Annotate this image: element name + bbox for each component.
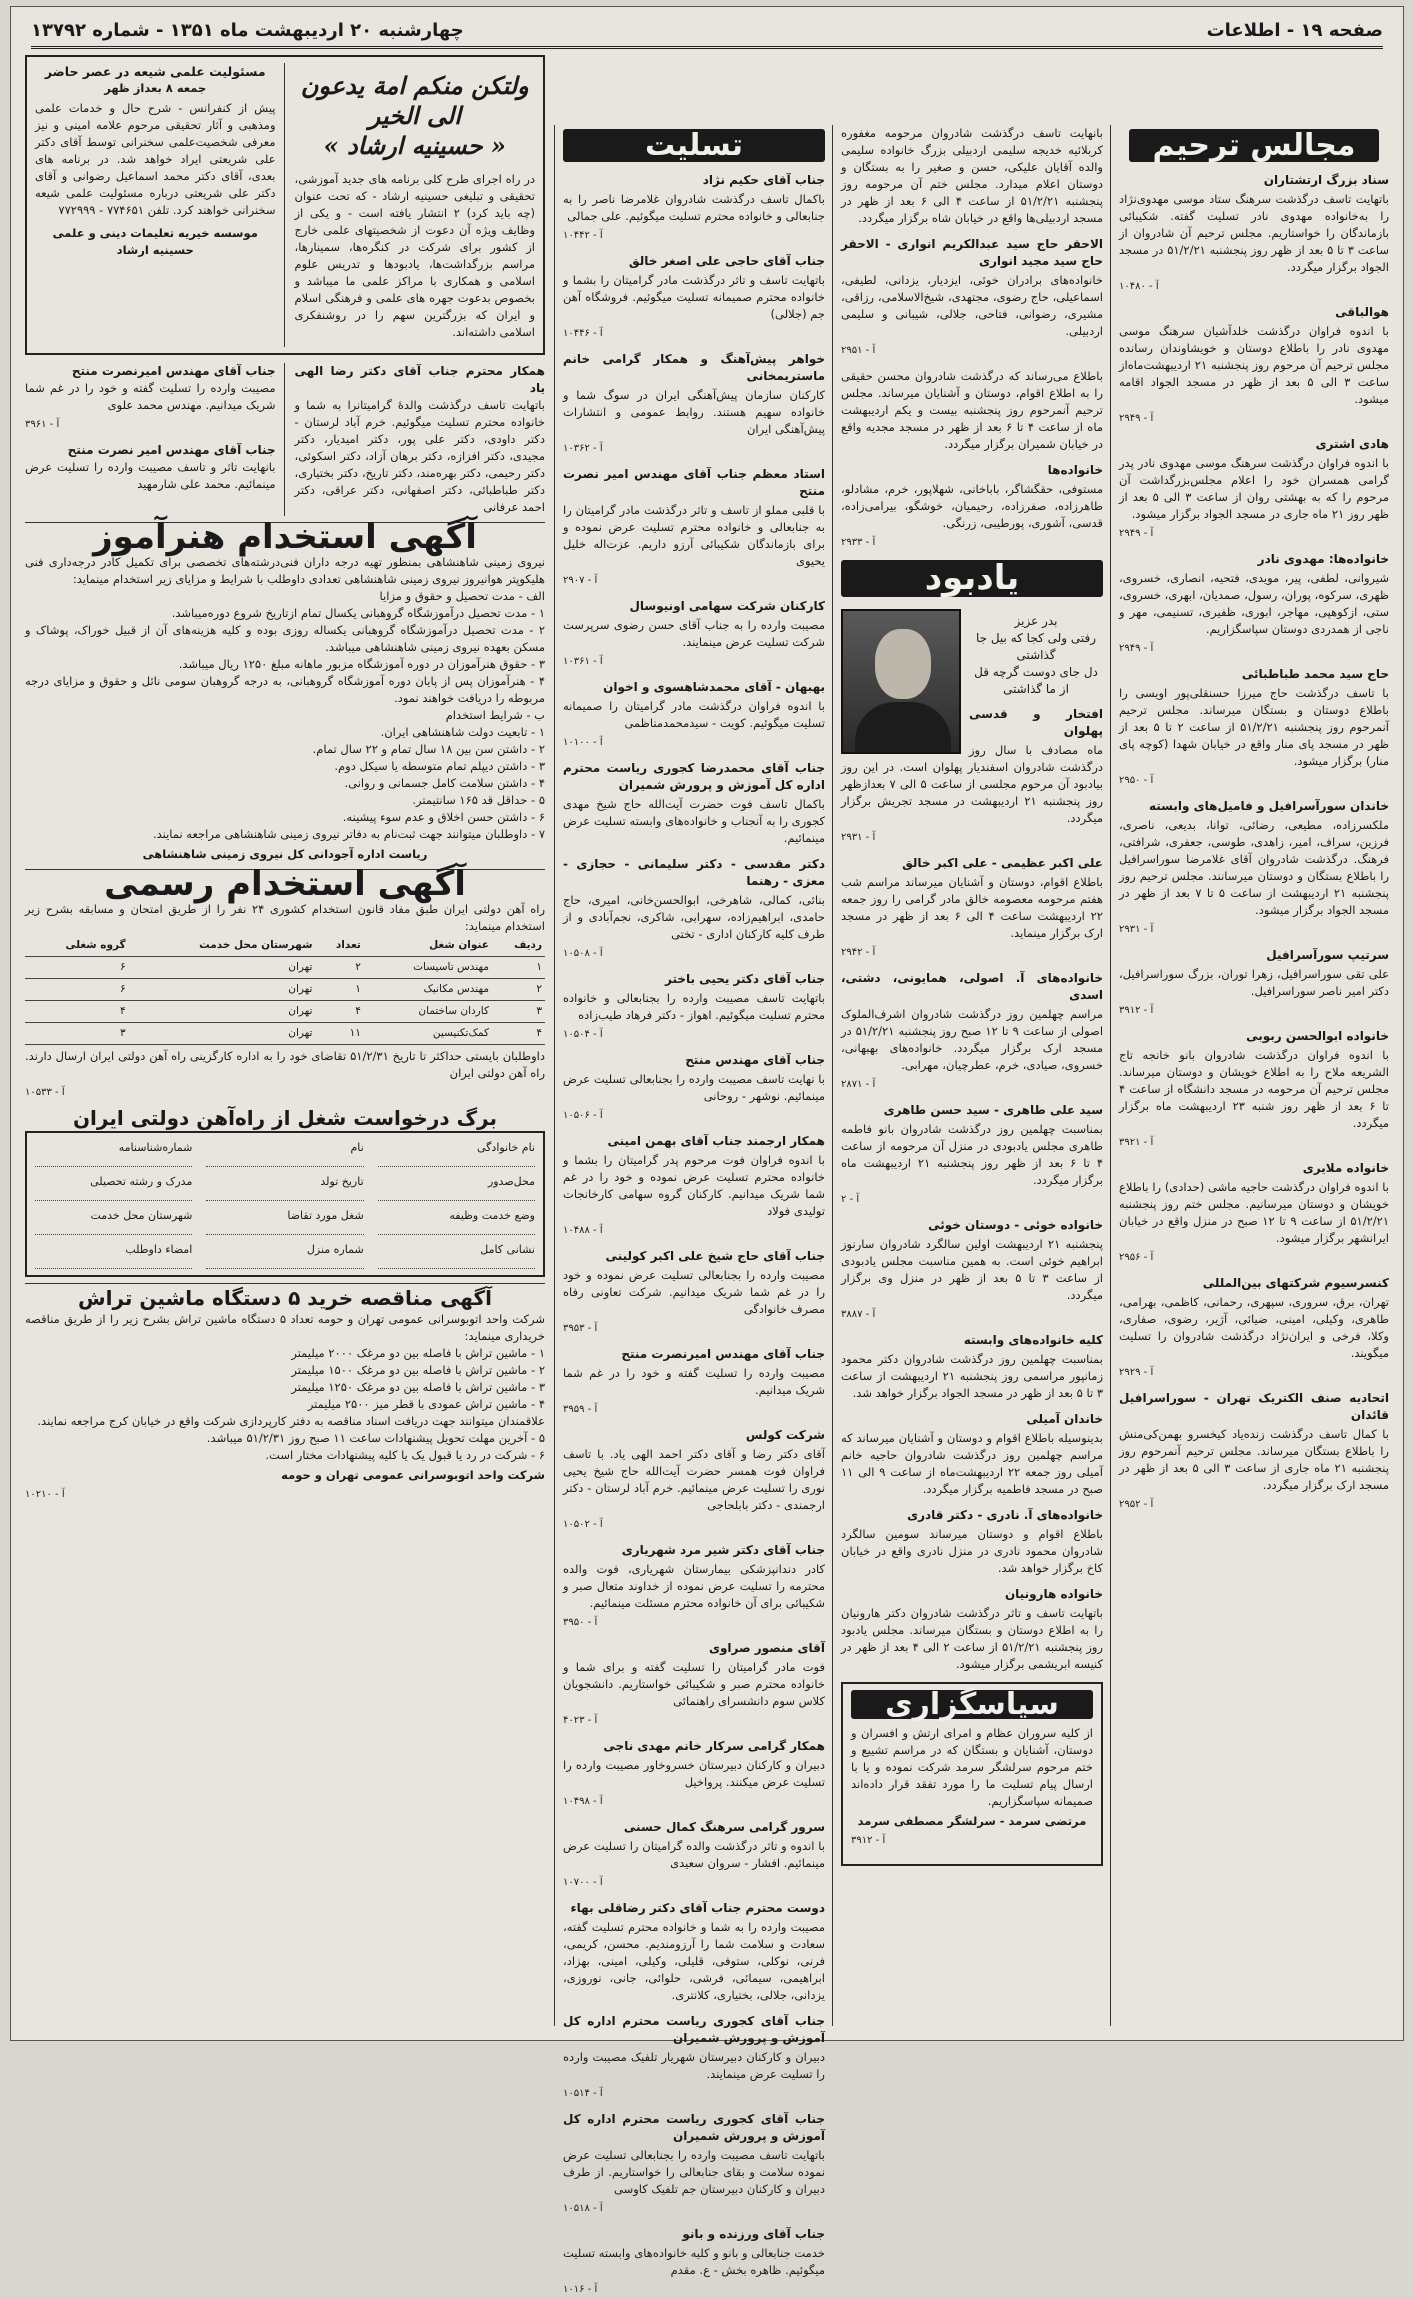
notice-text: باکمال تاسف درگذشت شادروان غلامرضا ناصر را به جنابعالی و خانواده محترم تسلیت میگوئیم. علی جمالی (563, 192, 825, 223)
notice-item (563, 1542, 825, 1631)
notice-text: با قلبی مملو از تاسف و تاثر درگذشت مادر گرامیتان را به جنابعالی و خانواده محترم تسلیت عرض نموده و برای بازماندگان شکیبائی آرزو داریم. عزت‌اله خلیل یحیوی (563, 503, 825, 568)
notice-code: آ - ۱۰۵۰۶ (563, 1110, 603, 1121)
notice-code: آ - ۱۰۳۶۲ (563, 443, 603, 454)
notice-text: بانهایت تاسف درگذشت شادروان مرحومه مغفوره کربلائیه خدیجه سلیمی اردبیلی بزرگ خانواده سلیمی والده آقایان علیکی، حسن و صغیر را به بستگان و دوستان اعلام میدارد. مجلس ختم آن مرحومه روز پنجشنبه ۵۱/۲/۲۱ از ساعت ۴ الی ۶ بعد از ظهر در مسجد اردبیلی‌ها واقع در خیابان شاه برگزار میگردد. (841, 126, 1103, 225)
table-cell: ۲ (492, 979, 545, 1001)
notice-item (841, 1507, 1103, 1577)
notice-heading: سرور گرامی سرهنگ کمال حسنی (623, 1820, 825, 1834)
ershad-lecture-text: پیش از کنفرانس - شرح حال و خدمات علمی ومذهبی و آثار تحقیقی مرحوم علامه امینی و نیز معرفی شخصیت‌علمی سخنرانی توسط آقای دکتر علی شریعتی ایراد خواهد شد. در برنامه های بعدی، آقای دکتر محمد اسماعیل رضوانی و آقای دکتر علی شریعتی درباره مسئولیت علمی شیعه سخنرانی خواهند کرد. تلفن ۷۷۴۶۵۱ - ۷۷۲۹۹۹ (35, 101, 276, 217)
ershad-intro: در راه اجرای طرح کلی برنامه های جدید آموزشی، تحقیقی و تبلیغی حسینیه ارشاد - که تحت عنوان (چه باید کرد) ۲ انتشار یافته است - و یکی از وظایف ویژه آن دعوت از شخصیتهای علمی خارج از کشور برای شرکت در کنگره‌ها، سمینارها، مراسم بزرگداشت‌ها، یادبودها و تدریس علوم اسلامی و همکاری با مراکز علمی ما میباشد و بخصوص بدعوت جهره های علمی و فرهنگی اسلام و ایران که بزرگترین سهم را در روشنفکری اسلامی داشته‌اند. (294, 172, 535, 339)
table-header-cell: عنوان شغل (364, 935, 492, 957)
ershad-main (295, 63, 536, 347)
tender-items (25, 1345, 545, 1464)
notice-code: آ - ۲۹۴۹ (1119, 643, 1154, 654)
notice-heading: خانواده‌ها (1047, 463, 1103, 477)
notice-code: آ - ۲۹۴۲ (841, 947, 876, 958)
table-row (25, 1023, 545, 1045)
notice-code: آ - ۱۰۵۰۸ (563, 948, 603, 959)
notice-heading: کنسرسیوم شرکتهای بین‌المللی (1202, 1276, 1389, 1290)
notice-code: آ - ۳۹۵۰ (563, 1617, 598, 1628)
table-cell: ۳ (25, 1023, 129, 1045)
notice-heading: استاد معظم جناب آقای مهندس امیر نصرت منتح (563, 467, 825, 498)
list-line: الف - مدت تحصیل و حقوق و مزایا (379, 589, 545, 603)
notice-code: آ - ۱۰۴۹۸ (563, 1796, 603, 1807)
ershad-side (35, 63, 285, 347)
art-recruit-title: آگهی استخدام هنرآموز (93, 517, 477, 557)
notice-text: پنجشنبه ۲۱ اردیبهشت اولین سالگرد شادروان سارنوز ابراهیم خوئی است. به همین مناسبت مجلس یادبودی از ساعت ۳ تا ۵ بعد از ظهر در منزل وی برگزار میگردد. (841, 1237, 1103, 1302)
notice-list (841, 125, 1103, 551)
notice-item (563, 856, 825, 962)
table-row (25, 979, 545, 1001)
table-header-cell: تعداد (315, 935, 363, 957)
notice-item (841, 236, 1103, 359)
list-line: ۶ - داشتن حسن اخلاق و عدم سوء پیشینه. (342, 810, 545, 824)
notice-heading: خاندان آمیلی (1026, 1412, 1103, 1426)
notice-code: آ - ۲۹۰۷ (563, 575, 598, 586)
issue-date: چهارشنبه ۲۰ اردیبهشت ماه ۱۳۵۱ - شماره ۱۳۷۹۲ (31, 20, 464, 41)
notice-code: آ - ۱۰۵۰۴ (563, 1029, 603, 1040)
thanks-box (841, 1682, 1103, 1866)
notice-heading: اتحادیه صنف الکتریک تهران - سوراسرافیل قائدان (1119, 1391, 1389, 1422)
notice-text: فوت مادر گرامیتان را تسلیت گفته و برای شما و خانواده محترم صبر و شکیبائی خواستاریم. دانشجویان کلاس سوم دانشسرای راهنمائی (563, 1660, 825, 1708)
notice-heading: همکار ارجمند جناب آقای بهمن امینی (607, 1134, 825, 1148)
notice-heading: هوالباقی (1335, 305, 1389, 319)
table-cell: مهندس مکانیک (364, 979, 492, 1001)
notice-code: آ - ۱۰۵۰۲ (563, 1519, 603, 1530)
list-line: ۵ - حداقل قد ۱۶۵ سانتیمتر. (412, 793, 545, 807)
notice-heading: خواهر پیش‌آهنگ و همکار گرامی خانم ماستریمخانی (563, 352, 825, 383)
notice-code: آ - ۲۹۵۶ (1119, 1252, 1154, 1263)
notice-list (1119, 172, 1389, 1513)
notice-text: باکمال تاسف فوت حضرت آیت‌الله حاج شیخ مهدی کجوری را به آنجناب و خانواده‌های وابسته تسلیت عرض مینمائیم. (563, 797, 825, 845)
notice-text: کادر دندانپزشکی بیمارستان شهریاری، فوت والده محترمه را تسلیت عرض نموده از خداوند متعال صبر و شکیبائی برای آن خانواده محترم مسئلت مینمائیم. (563, 1562, 825, 1610)
notice-code: آ - ۲۹۴۹ (1119, 413, 1154, 424)
notice-code: آ - ۲۹۴۹ (1119, 528, 1154, 539)
notice-code: آ - ۱۰۴۸۰ (1119, 281, 1159, 292)
notice-text: با نهایت تاسف مصیبت وارده را بجنابعالی تسلیت عرض مینمائیم. نوشهر - روحانی (563, 1072, 825, 1103)
notice-code: آ - ۱۰۷۰۰ (563, 1877, 603, 1888)
column-obituaries (1119, 77, 1389, 2028)
tender-intro: شرکت واحد اتوبوسرانی عمومی تهران و حومه تعداد ۵ دستگاه ماشین تراش بشرح زیر را از طریق مناقصه خریداری مینماید: (25, 1312, 545, 1343)
portrait-photo (841, 609, 961, 754)
table-cell: ۶ (25, 979, 129, 1001)
notice-text: بمناسبت چهلمین روز درگذشت شادروان دکتر محمود زمانپور مراسمی روز پنجشنبه ۲۱ اردیبهشت از ساعت ۳ تا ۵ بعد از ظهر در مسجد الجواد برگزار خواهد شد. (841, 1352, 1103, 1400)
table-cell: ۴ (315, 1001, 363, 1023)
notice-code: آ - ۴۰۲۳ (563, 1715, 598, 1726)
notice-text: با اندوه و تاثر درگذشت والده گرامیتان را تسلیت عرض مینمائیم. افشار - سروان سعیدی (563, 1839, 825, 1870)
notice-code: آ - ۲۹۲۹ (1119, 1367, 1154, 1378)
notice-code: آ - ۳۹۱۲ (851, 1835, 886, 1846)
ershad-footer: موسسه خیریه تعلیمات دینی و علمی حسینیه ارشاد (52, 226, 258, 257)
notice-text: باتهایت تاسف و تاثر درگذشت مادر گرامیتان را بشما و خانواده محترم صمیمانه تسلیت میگوئیم. فروشگاه آهن جم (جلالی) (563, 273, 825, 321)
notice-heading: شرکت کولس (745, 1428, 825, 1442)
notice-heading: حاج سید محمد طباطبائی (1241, 667, 1389, 681)
notice-item (1119, 947, 1389, 1019)
notice-text: آقای دکتر رضا و آقای دکتر احمد الهی یاد. با تاسف فراوان فوت همسر حضرت آیت‌الله حاج شیخ یحیی نوری را تسلیت عرض مینمائیم. خرم آباد لرستان - دکتر ارجمندی - دکتر بابلحاجی (563, 1447, 825, 1512)
form-field[interactable]: نام (206, 1139, 363, 1167)
notice-item (841, 462, 1103, 551)
notice-code: آ - ۱۰۵۱۴ (563, 2088, 603, 2099)
column-divider (832, 125, 833, 2026)
notice-heading: هادی اشتری (1315, 437, 1389, 451)
notice-text: با اندوه فراوان درگذشت خلدآشیان سرهنگ موسی مهدوی نادر را باطلاع دوستان و خویشاوندان رسانده مجلس ترحیم آن مرحوم روز پنجشنبه ۲۱ اردیبهشت‌ماه‌از ساعت ۳ الی ۵ بعد از ظهر در مسجد الجواد اقامه میشود. (1119, 324, 1389, 406)
notice-item (1119, 172, 1389, 295)
column-ads (25, 55, 545, 2028)
tender-title: آگهی مناقصه خرید ۵ دستگاه ماشین تراش (78, 1286, 492, 1310)
table-cell: ۳ (492, 1001, 545, 1023)
list-line: ۳ - داشتن دیپلم تمام متوسطه یا سیکل دوم. (334, 759, 545, 773)
notice-text: خدمت جنابعالی و بانو و کلیه خانواده‌های وابسته تسلیت میگوئیم. ظاهره بخش - ع. مقدم (563, 2246, 825, 2277)
notice-item (1119, 304, 1389, 427)
notice-heading: الاحقر حاج سید عبدالکریم انواری - الاحقر حاج سید مجید انواری (841, 237, 1103, 268)
notice-code: آ - ۲۸۷۱ (841, 1079, 876, 1090)
notice-text: مصیبت وارده را به شما و خانواده محترم تسلیت گفته، سعادت و سلامت شما را آرزومندیم. محسن، کریمی، فرنی، نوکلی، ستوفی، قلیلی، وکیلی، امینی، بهزاد، ابراهیمی، سیمائی، فرشی، حلوائی، جانی، نوروزی، یزدانی، جلالی، بختیاری، کلانتری. (563, 1920, 825, 2002)
rail-jobs-table (25, 935, 545, 1045)
column-condolences (563, 77, 825, 2295)
notice-heading: دوست محترم جناب آقای دکتر رضاقلی بهاء (570, 1901, 825, 1915)
notice-text: مصیبت وارده را تسلیت گفته و خود را در غم شما شریک میدانیم. (563, 1366, 825, 1397)
notice-text: باتهایت تاسف مصیبت وارده را بجنابعالی تسلیت عرض نموده سلامت و بقای جنابعالی را خواستاریم. از طرف دبیران و کارکنان دبیرستان جم تلفیک کاوسی (563, 2148, 825, 2196)
notice-code: آ - ۲۹۵۲ (1119, 1499, 1154, 1510)
notice-text: باتهایت تاسف مصیبت وارده را بجنابعالی و خانواده محترم تسلیت میگوئیم. اهواز - دکتر فرهاد طیب‌زاده (563, 991, 825, 1022)
rail-note: داوطلبان بایستی حداکثر تا تاریخ ۵۱/۲/۳۱ تقاضای خود را به اداره کارگزینی راه آهن دولتی ایران ارسال دارند. راه آهن دولتی ایران (25, 1049, 545, 1080)
notice-text: مصیبت وارده را بجنابعالی تسلیت عرض نموده و خود را در غم شما شریک میدانیم. شرکت تعاونی رفاه مصرف خانوادگی (563, 1268, 825, 1316)
notice-text: خانواده‌های برادران خوئی، ایزدیار، یزدانی، لطیفی، اسماعیلی، حاج رضوی، مجتهدی، شیخ‌الاسلامی، رزاقی، مشیری، رضوانی، فتاحی، جلالی، شیبانی و سلیمی اردبیلی. (841, 273, 1103, 338)
column-divider (554, 125, 555, 2026)
notice-item (841, 368, 1103, 453)
notice-code: آ - ۱۰۲۱۰ (25, 1489, 65, 1500)
notice-heading: علی اکبر عظیمی - علی اکبر خالق (902, 856, 1103, 870)
notice-code: آ - ۱۰۴۸۸ (563, 1225, 603, 1236)
notice-item (563, 351, 825, 457)
engineer-notices (25, 363, 285, 516)
form-field[interactable]: نشانی کامل (378, 1241, 535, 1269)
notice-heading: خانواده ملایری (1302, 1161, 1389, 1175)
ershad-calligraphy: ولتکن منکم امة یدعون الی الخیر « حسینیه ارشاد » (300, 71, 529, 160)
notice-text: علی تقی سوراسرافیل، زهرا توران، بزرگ سوراسرافیل، دکتر امیر ناصر سوراسرافیل. (1119, 967, 1389, 998)
table-header-cell: ردیف (492, 935, 545, 957)
list-line: ۱ - مدت تحصیل درآموزشگاه گروهبانی یکسال تمام ازتاریخ شروع دوره‌میباشد. (171, 606, 545, 620)
notice-item (563, 971, 825, 1043)
form-field[interactable]: تاریخ تولد (206, 1173, 363, 1201)
table-cell: کمک‌تکنیسین (364, 1023, 492, 1045)
table-cell: ۱ (492, 957, 545, 979)
notice-heading: سرتیپ سورآسرافیل (1266, 948, 1389, 962)
notice-text: باتهایت تاسف درگذشت والدۀ گرامیتانرا به شما و خانواده محترم تسلیت میگوئیم. خرم آباد لرستان - دکتر داودی، دکتر علی پور، دکتر امیدیار، دکتر مجیدی، دکتر افزازه، دکتر برهان آزاد، دکتر اسکوئی، دکتر رحیمی، دکتر بهره‌مند، دکتر تاریخ، دکتر بختیاری، دکتر طباطبائی، دکتر اصفهانی، دکتر عراقی، دکتر احمد عرفانی (294, 398, 545, 514)
notice-item (841, 1102, 1103, 1208)
section-title-memorial: یادبود (841, 560, 1103, 597)
table-row (25, 1001, 545, 1023)
notice-heading: خانواده هارونیان (1004, 1587, 1103, 1601)
notice-heading: بهبهان - آقای محمدشاهسوی و اخوان (603, 680, 825, 694)
notice-item (841, 1411, 1103, 1498)
notice-code: آ - ۳۹۵۹ (563, 1404, 598, 1415)
notice-item (563, 1900, 825, 2004)
thanks-signature: مرتضی سرمد - سرلشگر مصطفی سرمد (857, 1814, 1087, 1828)
notice-text: شیروانی، لطفی، پیر، مویدی، فتحیه، انصاری، خسروی، ظهری، سرکوه، پوران، رسول، صمدیان، ابهری، خسروی، ستی، ازکوهپی، مهاجر، ابوری، ظفیری، تسنیمی، مهر و ناجی از همدردی دوستان سپاسگزاریم. (1119, 571, 1389, 636)
notice-code: آ - ۳۸۸۷ (841, 1309, 876, 1320)
thanks-text: از کلیه سروران عظام و امرای ارتش و افسران و دوستان، آشنایان و بستگان که در مراسم تشییع و ختم مرحوم سرلشگر سرمد شرکت نموده و یا با ارسال پیام تسلیت ما را مورد تفقد قرار داده‌اند صمیمانه سپاسگزاریم. (851, 1726, 1093, 1808)
notice-code: آ - ۱۰۴۴۲ (563, 230, 603, 241)
ershad-lecture-title: مسئولیت علمی شیعه در عصر حاضر (44, 64, 266, 79)
notice-heading: خاندان سورآسرافیل و فامیل‌های وابسته (1149, 799, 1389, 813)
notice-item (563, 2226, 825, 2298)
notice-text: با اندوه فراوان درگذشت سرهنگ موسی مهدوی نادر پدر گرامی همسران خود را اعلام مجلس‌بزرگداشت آن مرحوم را که به بهشتی روان از ساعت ۳ الی ۵ بعد از ظهر روز ۲۱ ماه جاری در مسجد الجواد برگزار میشود. (1119, 456, 1389, 521)
notice-item (563, 253, 825, 342)
notice-heading: جناب آقای مهندس امیرنصرت منتح (71, 364, 276, 378)
notice-heading: خانواده‌های آ. اصولی، همایونی، دشتی، اسدی (841, 971, 1103, 1002)
colleague-notice (295, 363, 546, 516)
notice-text: باتهایت تاسف درگذشت سرهنگ ستاد موسی مهدوی‌نژاد را به‌خانواده مهدوی نادر تسلیت گفته. شکیبائی بازماندگان را خواستاریم. مجلس ترحیم آن شادروان از ساعت ۳ تا ۵ بعد از ظهر روز پنجشنبه ۵۱/۲/۲۱ در مسجد الجواد برگزار میگردد. (1119, 192, 1389, 274)
notice-heading: دکتر مقدسی - دکتر سلیمانی - حجازی - معزی - رهنما (563, 857, 825, 888)
table-cell: مهندس تاسیسات (364, 957, 492, 979)
notice-text: مصیبت وارده را به جناب آقای حسن رضوی سرپرست شرکت تسلیت عرض مینمایند. (563, 618, 825, 649)
notice-code: آ - ۳۹۵۳ (563, 1323, 598, 1334)
condolence-row (25, 363, 545, 516)
list-line: ۴ - داشتن سلامت کامل جسمانی و روانی. (344, 776, 545, 790)
notice-code: آ - ۲۹۵۰ (1119, 775, 1154, 786)
notice-item (841, 1217, 1103, 1323)
notice-code: آ - ۱۰۴۴۶ (563, 328, 603, 339)
notice-text: بمناسبت چهلمین روز درگذشت شادروان بانو فاطمه طاهری مجلس یادبودی در منزل آن مرحومه از ساعت ۴ تا ۶ بعد از ظهر روز پنجشنبه ۲۱ اردیبهشت ماه برگزار میگردد. (841, 1122, 1103, 1187)
table-cell: تهران (129, 979, 316, 1001)
memorial-block (841, 605, 1103, 698)
form-field[interactable]: محل‌صدور (378, 1173, 535, 1201)
notice-item (563, 1133, 825, 1239)
art-recruit-intro: نیروی زمینی شاهنشاهی بمنظور تهیه درجه داران فنی‌درشته‌های تخصصی برای تکمیل کادر درجه‌داری فنی هلیکوپتر هوانیروز نیروی زمینی شاهنشاهی تعدادی داوطلب با شرایط و مزایای زیر استخدام مینماید: (25, 555, 545, 586)
notice-item (1119, 436, 1389, 542)
form-field[interactable]: شغل مورد تقاضا (206, 1207, 363, 1235)
table-cell: تهران (129, 1001, 316, 1023)
notice-heading: جناب آقای محمدرضا کجوری ریاست محترم اداره کل آموزش و پرورش شمیران (563, 761, 825, 792)
table-header-cell: شهرستان محل خدمت (129, 935, 316, 957)
tender-footer: شرکت واحد اتوبوسرانی عمومی تهران و حومه (281, 1468, 545, 1482)
notice-text: ملکسرزاده، مطیعی، رضائی، توانا، بدیعی، ناصری، فرزین، سراف، امیر، زاهدی، طوسی، جعفری، شرافتی، فرهنگ. درگذشت شادروان آقای غلامرضا سوراسرافیل را باطلاع بستگان و دوستان میرسانند. مجلس ترحیم روز پنجشنبه ۲۱ اردیبهشت از ساعت ۵ تا ۷ بعد از ظهر در مسجد الجواد برگزار میشود. (1119, 818, 1389, 917)
notice-item (563, 1640, 825, 1729)
notice-item (563, 1427, 825, 1533)
list-line: ۴ - هنرآموزان پس از پایان دوره آموزشگاه گروهبانی، به درجه گروهبان سومی نائل و حقوق و مزایای درجه مربوطه را دریافت خواهند نمود. (25, 674, 545, 705)
notice-text: مصیبت وارده را تسلیت گفته و خود را در غم شما شریک میدانیم. مهندس محمد علوی (25, 381, 276, 412)
table-row (25, 957, 545, 979)
art-recruit-footer: ریاست اداره آجودانی کل نیروی زمینی شاهنشاهی (142, 847, 428, 861)
form-field[interactable]: نام خانوادگی (378, 1139, 535, 1167)
list-line: ۳ - حقوق هنرآموزان در دوره آموزشگاه مزبور ماهانه مبلغ ۱۲۵۰ ریال میباشد. (178, 657, 545, 671)
notice-list (563, 172, 825, 2298)
list-line: ۲ - داشتن سن بین ۱۸ سال تمام و ۲۲ سال تمام. (312, 742, 545, 756)
notice-heading: جناب آقای مهندس منتح (685, 1053, 825, 1067)
notice-item (563, 1819, 825, 1891)
notice-item (1119, 551, 1389, 657)
table-cell: تهران (129, 1023, 316, 1045)
notice-heading: جناب آقای مهندس امیر نصرت منتح (67, 443, 276, 457)
notice-item (563, 1738, 825, 1810)
notice-text: با کمال تاسف درگذشت زنده‌یاد کیخسرو بهمن‌کی‌منش را باطلاع بستگان میرساند. مجلس ترحیم آنمرحوم روز پنجشنبه ۲۱ ماه جاری از ساعت ۳ الی ۵ بعد از ظهر در مسجد ارک برگزار میگردد. (1119, 1427, 1389, 1492)
notice-heading: جناب آقای حاج شیخ علی اکبر کولینی (605, 1249, 825, 1263)
notice-heading: آقای منصور صراوی (708, 1641, 825, 1655)
notice-heading: جناب آقای کجوری ریاست محترم اداره کل آموزش و پرورش شمیران (563, 2014, 825, 2045)
notice-text: باتهایت تاسف و تاثر درگذشت شادروان دکتر هارونیان را به اطلاع دوستان و بستگان میرساند. مجلس یادبود روز پنجشنبه ۵۱/۲/۲۱ از ساعت ۲ الی ۴ بعد از ظهر در کنیسه ابریشمی برگزار میشود. (841, 1606, 1103, 1671)
notice-item (563, 1248, 825, 1337)
notice-item (1119, 666, 1389, 789)
form-field[interactable]: وضع خدمت وظیفه (378, 1207, 535, 1235)
notice-item (841, 1332, 1103, 1402)
notice-item (563, 760, 825, 847)
notice-text: با اندوه فراوان درگذشت حاجیه ماشی (حدادی) را باطلاع خویشان و دوستان میرسانیم. مجلس ختم روز پنجشنبه ۵۱/۲/۲۱ از ساعت ۹ تا ۱۲ صبح در منزل واقع در خیابان ایرانشهر برگزار میشود. (1119, 1180, 1390, 1245)
list-line: ۲ - مدت تحصیل درآموزشگاه گروهبانی یکساله روزی بوده و کلیه هزینه‌های آن از قبیل خوراک، پوشاک و مسکن بعهده نیروی زمینی شاهنشاهی میباشد. (25, 623, 545, 654)
notice-heading: سناد بزرگ ارتشتاران (1263, 173, 1389, 187)
notice-item (563, 172, 825, 244)
section-title-mourning: مجالس ترحیم (1129, 129, 1379, 162)
notice-heading: خانواده ابوالحسن ربوبی (1246, 1029, 1389, 1043)
notice-code: آ - ۱۰۵۳۳ (25, 1087, 65, 1098)
list-line: علاقمندان میتوانند جهت دریافت اسناد مناقصه به دفتر کارپردازی شرکت واقع در خیابان کرج مراجعه نمایند. (37, 1414, 545, 1428)
notice-text: مستوفی، حقگشاگر، باباخانی، شهلاپور، خرم، مشادلو، طاهرزاده، صفرزاده، رحیمیان، خوشگو، بیرامی‌زاده، قدسی، آشوری، پورطیبی، زرنگی. (841, 482, 1103, 530)
list-line: ۳ - ماشین تراش با فاصله بین دو مرغک ۱۲۵۰ میلیمتر (291, 1380, 545, 1394)
notice-item (841, 970, 1103, 1093)
notice-heading: کارکنان شرکت سهامی اونیوسال (629, 599, 825, 613)
notice-heading: جناب آقای مهندس امیرنصرت منتح (621, 1347, 825, 1361)
notice-item (841, 1586, 1103, 1673)
page-header (31, 15, 1383, 49)
rail-recruit-title: آگهی استخدام رسمی (104, 864, 466, 904)
list-line: ب - شرایط استخدام (445, 708, 545, 722)
rail-recruit-intro: راه آهن دولتی ایران طبق مفاد قانون استخدام کشوری ۲۴ نفر را از طریق امتحان و مسابقه بشرح زیر استخدام مینماید: (25, 902, 545, 933)
notice-text: با اندوه فراوان درگذشت شادروان بانو خانجه تاج الشریعه ملاح را به اطلاع خویشان و دوستان میرساند. مجلس ترحیم آن مرحومه در مسجد دانشگاه از ساعت ۴ تا ۶ بعد از ظهر روز شنبه ۲۳ اردیبهشت ماه برگزار میگردد. (1119, 1048, 1389, 1130)
notice-item (563, 2013, 825, 2102)
form-field[interactable]: شماره منزل (206, 1241, 363, 1269)
notice-text: ماه مصادف با سال روز درگذشت شادروان اسفندیار پهلوان است. در این روز بیادبود آن مرحوم مجلسی از ساعت ۵ الی ۷ بعدازظهر روز پنجشنبه ۲۱ اردیبهشت در مسجد تجریش برگزار میگردد. (841, 743, 1103, 825)
page-number: صفحه ۱۹ - اطلاعات (1206, 20, 1383, 41)
notice-item (563, 1052, 825, 1124)
form-field[interactable]: امضاء داوطلب (35, 1241, 192, 1269)
list-line: ۲ - ماشین تراش با فاصله بین دو مرغک ۱۵۰۰ میلیمتر (291, 1363, 545, 1377)
notice-code: آ - ۳۹۱۲ (1119, 1005, 1154, 1016)
rail-application-form (25, 1131, 545, 1277)
notice-code: آ - ۲۹۵۱ (841, 345, 876, 356)
notice-code: آ - ۲۹۳۱ (1119, 924, 1154, 935)
notice-text: باطلاع می‌رساند که درگذشت شادروان محسن حقیقی را به اطلاع اقوام، دوستان و آشنایان میرساند. مجلس ترحیم آنمرحوم روز پنجشنبه بیست و یکم اردیبهشت ماه از ساعت ۴ تا ۶ بعد از ظهر در مسجد مجدیه واقع در خیابان شمیران برگزار میگردد. (841, 369, 1103, 451)
column-memorials (841, 125, 1103, 2028)
newspaper-page (10, 6, 1404, 2295)
table-cell: ۴ (25, 1001, 129, 1023)
notice-code: آ - ۳۹۶۱ (25, 419, 60, 430)
notice-text: با اندوه فراوان فوت مرحوم پدر گرامیتان را بشما و خانواده محترم تسلیت عرض نموده و خود را در غم شما شریک میدانیم. کارکنان گروه سهامی کارخانجات تولیدی فولاد (563, 1153, 825, 1218)
notice-text: دبیران و کارکنان دبیرستان شهریار تلفیک مصیبت وارده را تسلیت عرض مینمایند. (563, 2050, 825, 2081)
list-line: ۵ - آخرین مهلت تحویل پیشنهادات ساعت ۱۱ صبح روز ۵۱/۲/۳۱ میباشد. (206, 1431, 545, 1445)
notice-heading: جناب آقای کجوری ریاست محترم اداره کل آموزش و پرورش شمیران (563, 2112, 825, 2143)
notice-text: باطلاع اقوام و دوستان میرساند سومین سالگرد شادروان محمود نادری در منزل نادری واقع در خیابان کاخ برگزار خواهد شد. (841, 1527, 1103, 1575)
notice-text: بانهایت تاثر و تاسف مصیبت وارده را تسلیت عرض مینمائیم. محمد علی شارمهید (25, 460, 276, 491)
table-header-cell: گروه شغلی (25, 935, 129, 957)
notice-code: آ - ۲۹۳۱ (841, 832, 876, 843)
notice-text: با تاسف درگذشت حاج میرزا حسنقلی‌پور اویسی را باطلاع دوستان و بستگان میرساند. مجلس ترحیم آنمرحوم روز پنجشنبه ۵۱/۲/۲۱ از ساعت ۲ تا ۵ بعد از ظهر در مسجد پای منار واقع در خیابان شهدا (کوچه پای منار) برگزار میشود. (1119, 686, 1389, 768)
notice-heading: جناب آقای دکتر شیر مرد شهریاری (621, 1543, 825, 1557)
notice-heading: همکار گرامی سرکار خانم مهدی ناجی (603, 1739, 825, 1753)
table-cell: ۴ (492, 1023, 545, 1045)
list-line: ۱ - تابعیت دولت شاهنشاهی ایران. (380, 725, 545, 739)
notice-item (563, 598, 825, 670)
table-cell: ۱ (315, 979, 363, 1001)
notice-heading: جناب آقای حاجی علی اصغر خالق (628, 254, 825, 268)
form-field[interactable]: شهرستان محل خدمت (35, 1207, 192, 1235)
column-divider (1110, 125, 1111, 2026)
form-field[interactable]: شماره‌شناسنامه (35, 1139, 192, 1167)
section-title-thanks: سپاسگزاری (851, 1690, 1093, 1719)
notice-text: بدینوسیله باطلاع اقوام و دوستان و آشنایان میرساند که مراسم چهلمین روز درگذشت شادروان حاجیه خانم آمیلی روز جمعه ۲۲ اردیبهشت‌ماه از ساعت ۹ الی ۱۱ صبح در مسجد فاطمیه برگزار میگردد. (841, 1431, 1103, 1496)
notice-text: کارکنان سازمان پیش‌آهنگی ایران در سوگ شما و خانواده سهیم هستند. روابط عمومی و انتشارات پیش‌آهنگی ایران (563, 388, 825, 436)
notice-text: بنائی، کمالی، شاهرخی، ابوالحسن‌خانی، امیری، حاج حامدی، ابراهیم‌زاده، سهرابی، شاکری، نجم‌آبادی و از طرف کلیه کارکنان اداری - تختی (563, 893, 825, 941)
notice-heading: خانواده‌های آ. نادری - دکتر قادری (907, 1508, 1103, 1522)
ershad-ad (25, 55, 545, 355)
notice-item (1119, 1275, 1389, 1381)
notice-heading: سید علی طاهری - سید حسن طاهری (883, 1103, 1103, 1117)
notice-item (563, 2111, 825, 2217)
memorial-poem: بدر عزیز رفتی ولی کجا که بیل جا گذاشتی دل جای دوست گرچه قل از ما گذاشتی (974, 614, 1098, 696)
notice-heading: کلیه خانواده‌های وابسته (963, 1333, 1103, 1347)
list-line: ۴ - ماشین تراش عمودی با قطر میز ۲۵۰۰ میلیمتر (307, 1397, 545, 1411)
list-line: ۶ - شرکت در رد یا قبول یک یا کلیه پیشنهادات مختار است. (265, 1448, 545, 1462)
notice-code: آ - ۱۰۱۶ (563, 2284, 598, 2295)
table-cell: ۱۱ (315, 1023, 363, 1045)
notice-heading: جناب آقای دکتر یحیی باختر (664, 972, 825, 986)
list-line: ۱ - ماشین تراش با فاصله بین دو مرغک ۲۰۰۰ میلیمتر (291, 1346, 545, 1360)
notice-code: آ - ۲۹۳۳ (841, 537, 876, 548)
notice-code: آ - ۲ (841, 1194, 860, 1205)
notice-item (563, 679, 825, 751)
notice-item (1119, 1028, 1389, 1151)
notice-text: مراسم چهلمین روز درگذشت شادروان اشرف‌الملوک اصولی از ساعت ۹ تا ۱۲ صبح روز پنجشنبه ۵۱/۲/۲۱ در مسجد ارک برگزار میگردد. خانواده‌های بهبهانی، خسروی، صیادی، خرم، عطرچیان، مهرابی. (841, 1007, 1104, 1072)
notice-list (841, 706, 1103, 1673)
notice-item (1119, 1390, 1389, 1513)
notice-item (563, 466, 825, 589)
notice-heading: همکار محترم جناب آقای دکتر رضا الهی یاد (294, 364, 545, 395)
notice-heading: جناب آقای ورزنده و بانو (682, 2227, 825, 2241)
list-line: ۷ - داوطلبان میتوانند جهت ثبت‌نام به دفاتر نیروی زمینی شاهنشاهی مراجعه نمایند. (152, 827, 545, 841)
table-cell: تهران (129, 957, 316, 979)
section-title-condolence: تسلیت (563, 129, 825, 162)
notice-code: آ - ۱۰۱۰۰ (563, 737, 603, 748)
notice-text: با اندوه فراوان درگذشت مادر گرامیتان را صمیمانه تسلیت میگوئیم. کویت - سیدمحمدمناظمی (563, 699, 825, 730)
notice-code: آ - ۳۹۲۱ (1119, 1137, 1154, 1148)
notice-text: تهران، برق، سروری، سپهری، رحمانی، کاظمی، بهرامی، طاهری، وکیلی، امینی، ضیائی، آژیر، رضوی، صفاری، وکلا، فرخی و ایران‌نژاد درگذشت شادروان را تسلیت میگویند. (1119, 1295, 1389, 1360)
rail-form-title: برگ درخواست شغل از راه‌آهن دولتی ایران (72, 1106, 498, 1130)
notice-text: باطلاع اقوام، دوستان و آشنایان میرساند مراسم شب هفتم مرحومه معصومه خالق مادر گرامی را روز جمعه ۲۲ اردیبهشت ساعت ۴ الی ۶ بعد از ظهر در مسجد ارک برگزار مینماید. (841, 875, 1103, 940)
notice-item (1119, 1160, 1389, 1266)
notice-code: آ - ۱۰۵۱۸ (563, 2203, 603, 2214)
notice-heading: خانواده‌ها: مهدوی نادر (1257, 552, 1389, 566)
table-cell: ۲ (315, 957, 363, 979)
form-field[interactable]: مدرک و رشته تحصیلی (35, 1173, 192, 1201)
notice-heading: خانواده خوئی - دوستان خوئی (928, 1218, 1103, 1232)
notice-heading: افتخار و قدسی پهلوان (969, 707, 1103, 738)
table-cell: ۶ (25, 957, 129, 979)
notice-item (1119, 798, 1389, 938)
table-cell: کاردان ساختمان (364, 1001, 492, 1023)
notice-item (841, 855, 1103, 961)
notice-code: آ - ۱۰۳۶۱ (563, 656, 603, 667)
ershad-lecture-time: جمعه ۸ بعداز ظهر (104, 81, 207, 95)
notice-text: دبیران و کارکنان دبیرستان خسروخاور مصیبت وارده را تسلیت عرض میکنند. پرواخیل (563, 1758, 825, 1789)
art-recruit-items (25, 588, 545, 843)
notice-heading: جناب آقای حکیم نژاد (702, 173, 825, 187)
notice-item (563, 1346, 825, 1418)
notice-item (841, 125, 1103, 227)
